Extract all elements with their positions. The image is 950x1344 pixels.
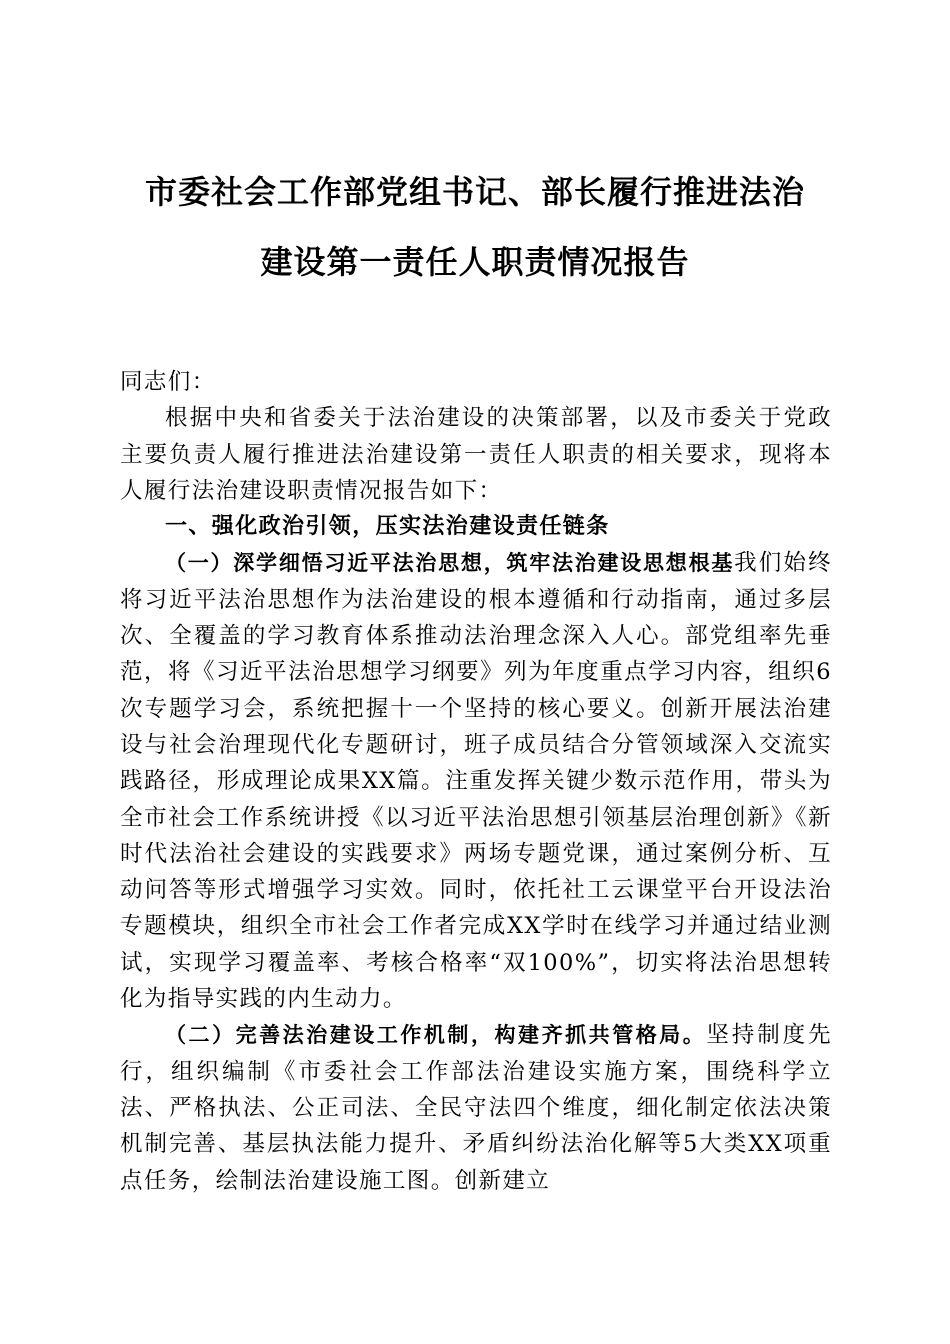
document-title-line-1: 市委社会工作部党组书记、部长履行推进法治 <box>144 173 805 211</box>
subsection-1-paragraph <box>120 545 832 1017</box>
document-body <box>120 364 832 1199</box>
subsection-2-lead: （二）完善法治建设工作机制，构建齐抓共管格局。 <box>165 1023 707 1048</box>
subsection-1-lead: （一）深学细悟习近平法治思想，筑牢法治建设思想根基 <box>165 551 735 576</box>
salutation: 同志们： <box>120 369 216 395</box>
subsection-1-body: 我们始终将习近平法治思想作为法治建设的根本遵循和行动指南，通过多层次、全覆盖的学习教育体系推动法治理念深入人心。部党组率先垂范，将《习近平法治思想学习纲要》列为年度重点学习内容，组织6次专题学习会，系统把握十一个坚持的核心要义。创新开展法治建设与社会治理现代化专题研讨，班子成员结合分管领域深入交流实践路径，形成理论成果XX篇。注重发挥关键少数示范作用，带头为全市社会工作系统讲授《以习近平法治思想引领基层治理创新》《新时代法治社会建设的实践要求》两场专题党课，通过案例分析、互动问答等形式增强学习实效。同时，依托社工云课堂平台开设法治专题模块，组织全市社会工作者完成XX学时在线学习并通过结业测试，实现学习覆盖率、考核合格率“双100%”，切实将法治思想转化为指导实践的内生动力。 <box>120 550 833 1013</box>
subsection-2-paragraph <box>120 1017 832 1198</box>
intro-paragraph: 根据中央和省委关于法治建设的决策部署，以及市委关于党政主要负责人履行推进法治建设第一责任人职责的相关要求，现将本人履行法治建设职责情况报告如下： <box>120 405 832 504</box>
document-title-line-2: 建设第一责任人职责情况报告 <box>260 243 690 281</box>
subsection-2-body: 坚持制度先行，组织编制《市委社会工作部法治建设实施方案，围绕科学立法、严格执法、公正司法、全民守法四个维度，细化制定依法决策机制完善、基层执法能力提升、矛盾纠纷法治化解等5大类XX项重点任务，绘制法治建设施工图。创新建立 <box>120 1022 832 1194</box>
section-1-heading: 一、强化政治引领，压实法治建设责任链条 <box>165 514 610 540</box>
